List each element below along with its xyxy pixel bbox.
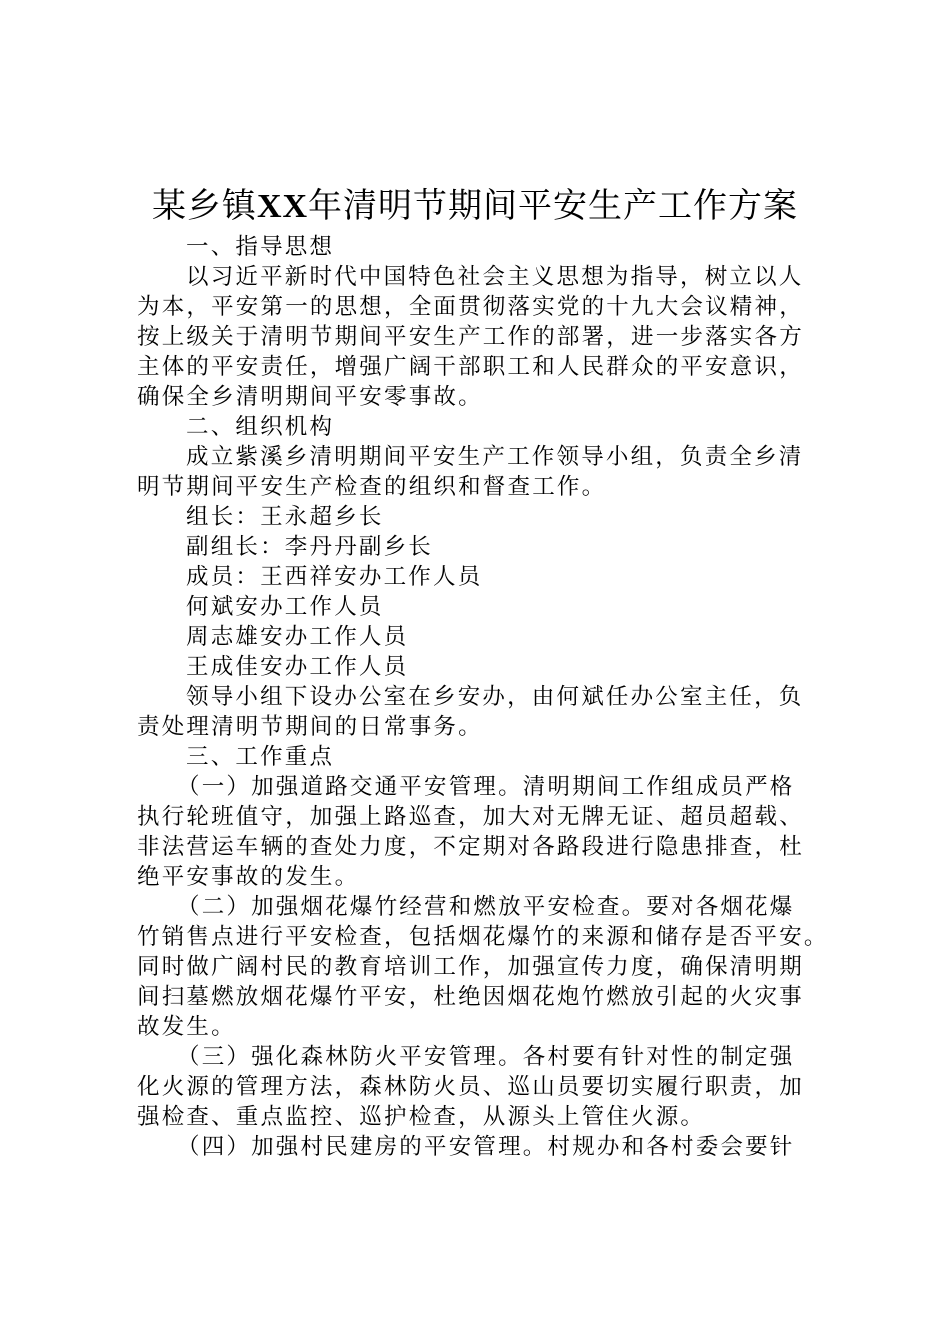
member-line: 副组长：李丹丹副乡长 [186, 534, 434, 560]
paragraph-line: （一）加强道路交通平安管理。清明期间工作组成员严格 [177, 774, 795, 800]
paragraph-line: 同时做广阔村民的教育培训工作，加强宣传力度，确保清明期 [137, 954, 804, 980]
paragraph-line: 领导小组下设办公室在乡安办，由何斌任办公室主任，负 [186, 684, 804, 710]
member-line: 成员：王西祥安办工作人员 [186, 564, 483, 590]
paragraph-line: 间扫墓燃放烟花爆竹平安，杜绝因烟花炮竹燃放引起的火灾事 [137, 984, 804, 1010]
paragraph-line: 以习近平新时代中国特色社会主义思想为指导，树立以人 [186, 264, 804, 290]
paragraph-line: 强检查、重点监控、巡护检查，从源头上管住火源。 [137, 1104, 706, 1130]
section-heading: 三、工作重点 [186, 744, 335, 770]
paragraph-line: （四）加强村民建房的平安管理。村规办和各村委会要针 [177, 1134, 795, 1160]
section-heading: 一、指导思想 [186, 234, 335, 260]
document-title [0, 184, 950, 229]
paragraph-line: 主体的平安责任，增强广阔干部职工和人民群众的平安意识， [137, 354, 804, 380]
member-line: 组长：王永超乡长 [186, 504, 384, 530]
paragraph-line: 执行轮班值守，加强上路巡查，加大对无牌无证、超员超载、 [137, 804, 804, 830]
paragraph-line: 故发生。 [137, 1014, 236, 1040]
title-suffix: 年清明节期间平安生产工作方案 [308, 186, 799, 226]
document-body [137, 232, 827, 1162]
paragraph-line: 非法营运车辆的查处力度，不定期对各路段进行隐患排查，杜 [137, 834, 804, 860]
member-line: 周志雄安办工作人员 [186, 624, 409, 650]
paragraph-line: 绝平安事故的发生。 [137, 864, 360, 890]
title-year-placeholder: XX [256, 188, 309, 225]
paragraph-line: 按上级关于清明节期间平安生产工作的部署，进一步落实各方 [137, 324, 804, 350]
paragraph-line: 明节期间平安生产检查的组织和督查工作。 [137, 474, 607, 500]
section-heading: 二、组织机构 [186, 414, 335, 440]
paragraph-line: 化火源的管理方法，森林防火员、巡山员要切实履行职责，加 [137, 1074, 804, 1100]
member-line: 王成佳安办工作人员 [186, 654, 409, 680]
member-line: 何斌安办工作人员 [186, 594, 384, 620]
paragraph-line: （三）强化森林防火平安管理。各村要有针对性的制定强 [177, 1044, 795, 1070]
title-prefix: 某乡镇 [151, 186, 257, 226]
paragraph-line: 竹销售点进行平安检查，包括烟花爆竹的来源和储存是否平安。 [137, 924, 829, 950]
paragraph-line: 成立紫溪乡清明期间平安生产工作领导小组，负责全乡清 [186, 444, 804, 470]
paragraph-line: 确保全乡清明期间平安零事故。 [137, 384, 483, 410]
paragraph-line: 责处理清明节期间的日常事务。 [137, 714, 483, 740]
paragraph-line: 为本，平安第一的思想，全面贯彻落实党的十九大会议精神， [137, 294, 804, 320]
paragraph-line: （二）加强烟花爆竹经营和燃放平安检查。要对各烟花爆 [177, 894, 795, 920]
